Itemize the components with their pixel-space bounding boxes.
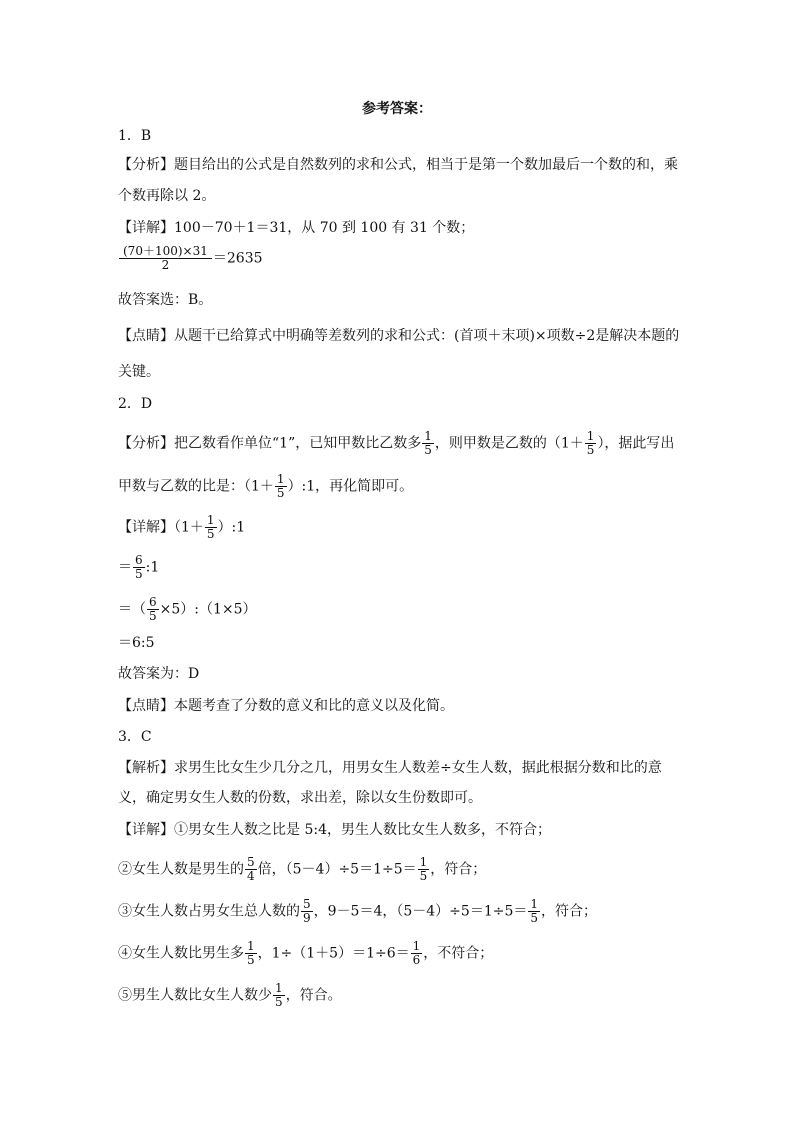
denominator: 5 — [586, 443, 595, 457]
q3-detail-line5 — [118, 982, 342, 1009]
numerator: 1 — [530, 897, 538, 911]
numerator: 1 — [275, 981, 283, 995]
text: ，符合； — [430, 861, 487, 878]
numerator: 1 — [247, 939, 255, 953]
text: ③女生人数占男女生总人数的 — [118, 903, 300, 920]
text: 【分析】把乙数看作单位“1”，已知甲数比乙数多 — [118, 435, 422, 452]
denominator: 2 — [161, 258, 170, 272]
denominator: 5 — [424, 443, 432, 457]
text: ②女生人数是男生的 — [118, 861, 244, 878]
fraction-one-fifth — [418, 856, 430, 883]
q1-formula-fraction — [119, 245, 212, 272]
denominator: 5 — [419, 869, 428, 883]
numerator: 5 — [247, 855, 255, 869]
fraction-five-ninths — [301, 898, 313, 925]
fraction-five-fourths — [245, 856, 257, 883]
text: ，9－5＝4，（5－4）÷5＝1÷5＝ — [313, 903, 528, 920]
numerator: (70＋100)×31 — [119, 245, 212, 259]
text: ），据此写出 — [597, 435, 675, 452]
denominator: 9 — [303, 911, 311, 925]
q1-analysis-line2: 个数再除以 2。 — [118, 188, 216, 204]
q2-point: 【点睛】本题考查了分数的意义和比的意义以及化简。 — [118, 698, 454, 714]
text: ＝ — [118, 559, 132, 576]
q1-point-line2: 关键。 — [118, 364, 160, 380]
q3-detail-line3 — [118, 898, 597, 925]
q3-number: 3．C — [118, 729, 152, 745]
text: 【详解】（1＋ — [118, 519, 204, 536]
fraction-one-fifth — [275, 473, 287, 500]
q1-analysis-line1: 【分析】题目给出的公式是自然数列的求和公式，相当于是第一个数加最后一个数的和，乘 — [118, 157, 678, 173]
q3-analysis-line1: 【解析】求男生比女生少几分之几，用男女生人数差÷女生人数，据此根据分数和比的意 — [118, 760, 662, 776]
fraction-one-fifth — [585, 430, 597, 457]
text: ）:1 — [217, 519, 246, 536]
q2-answer: 故答案为：D — [118, 666, 200, 682]
q1-formula — [118, 245, 263, 272]
text: 倍，（5－4）÷5＝1÷5＝ — [257, 861, 417, 878]
numerator: 6 — [149, 595, 157, 609]
numerator: 1 — [412, 939, 421, 953]
q2-number: 2．D — [118, 396, 153, 412]
q2-step2 — [118, 596, 257, 623]
fraction-one-fifth — [422, 430, 434, 457]
text: :1 — [145, 559, 160, 576]
text: ）:1，再化简即可。 — [287, 478, 414, 495]
text: ④女生人数比男生多 — [118, 945, 244, 962]
q1-number: 1．B — [118, 128, 152, 144]
q2-analysis-line1 — [118, 430, 674, 457]
denominator: 6 — [412, 953, 421, 967]
q1-point-line1: 【点睛】从题干已给算式中明确等差数列的求和公式：(首项＋末项)×项数÷2是解决本题的 — [118, 328, 680, 344]
text: ＝（ — [118, 601, 146, 618]
text: ，符合； — [541, 903, 597, 920]
denominator: 5 — [135, 567, 143, 581]
fraction-one-fifth — [273, 982, 285, 1009]
denominator: 5 — [276, 486, 285, 500]
numerator: 1 — [586, 429, 595, 443]
numerator: 1 — [206, 513, 215, 527]
text: ，不符合； — [423, 945, 494, 962]
q2-step1 — [118, 554, 159, 581]
q3-analysis-line2: 义，确定男女生人数的份数，求出差，除以女生份数即可。 — [118, 790, 482, 806]
fraction-one-fifth — [528, 898, 540, 925]
text: ，1÷（1＋5）＝1÷6＝ — [257, 945, 410, 962]
q2-step3: ＝6:5 — [118, 635, 155, 651]
numerator: 5 — [303, 897, 311, 911]
q1-detail: 【详解】100－70＋1＝31，从 70 到 100 有 31 个数； — [118, 220, 475, 236]
fraction-one-sixth — [411, 940, 423, 967]
denominator: 5 — [206, 527, 215, 541]
numerator: 1 — [419, 855, 428, 869]
numerator: 6 — [135, 553, 143, 567]
q1-answer: 故答案选：B。 — [118, 292, 213, 308]
denominator: 5 — [275, 995, 283, 1009]
text: ⑤男生人数比女生人数少 — [118, 987, 272, 1004]
text: ×5）:（1×5） — [159, 601, 257, 618]
denominator: 4 — [247, 869, 255, 883]
numerator: 1 — [424, 429, 432, 443]
text: ，符合。 — [285, 987, 342, 1004]
denominator: 5 — [530, 911, 538, 925]
fraction-six-fifths — [147, 596, 159, 623]
denominator: 5 — [149, 609, 157, 623]
q2-detail — [118, 514, 245, 541]
page-title: 参考答案： — [362, 101, 432, 117]
q3-detail-line4 — [118, 940, 493, 967]
q3-detail-line2 — [118, 856, 486, 883]
q3-detail-line1: 【详解】①男女生人数之比是 5:4，男生人数比女生人数多，不符合； — [118, 822, 551, 838]
denominator: 5 — [247, 953, 255, 967]
fraction-one-fifth — [205, 514, 217, 541]
text: ，则甲数是乙数的（1＋ — [434, 435, 584, 452]
q2-analysis-line2 — [118, 473, 413, 500]
numerator: 1 — [276, 472, 285, 486]
q1-formula-result: ＝2635 — [212, 250, 263, 267]
fraction-six-fifths — [133, 554, 145, 581]
text: 甲数与乙数的比是：（1＋ — [118, 478, 274, 495]
fraction-one-fifth — [245, 940, 257, 967]
